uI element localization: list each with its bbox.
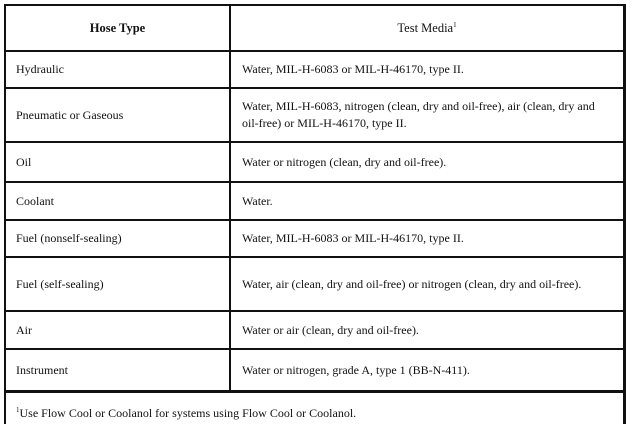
test-media-cell: Water, MIL-H-6083 or MIL-H-46170, type II. [230, 51, 623, 88]
table-row [6, 88, 623, 142]
test-media-cell: Water. [230, 182, 623, 220]
test-media-cell: Water, MIL-H-6083 or MIL-H-46170, type II. [230, 220, 623, 257]
table-row [6, 220, 623, 257]
test-media-table-sheet [4, 4, 626, 424]
test-media-cell: Water, air (clean, dry and oil-free) or nitrogen (clean, dry and oil-free). [230, 257, 623, 311]
hose-type-cell: Fuel (self-sealing) [6, 257, 230, 311]
header-footnote-mark: 1 [453, 20, 457, 29]
test-media-cell: Water, MIL-H-6083, nitrogen (clean, dry and oil-free), air (clean, dry and oil-free) or MIL-H-46170, type II. [230, 88, 623, 142]
table-header-row [6, 6, 623, 51]
table-row [6, 51, 623, 88]
table-row [6, 349, 623, 392]
header-test-media: Test Media$^1$ [230, 6, 623, 51]
hose-type-cell: Oil [6, 142, 230, 182]
hose-type-cell: Fuel (nonself-sealing) [6, 220, 230, 257]
hose-test-media-table [6, 6, 623, 393]
footnote-text: Use Flow Cool or Coolanol for systems using Flow Cool or Coolanol. [19, 406, 357, 420]
hose-type-cell: Instrument [6, 349, 230, 392]
header-hose-type: Hose Type [6, 6, 230, 51]
test-media-cell: Water or air (clean, dry and oil-free). [230, 311, 623, 349]
test-media-cell: Water or nitrogen (clean, dry and oil-free). [230, 142, 623, 182]
hose-type-cell: Coolant [6, 182, 230, 220]
table-row [6, 257, 623, 311]
table-footnote [6, 393, 623, 421]
test-media-cell: Water or nitrogen, grade A, type 1 (BB-N-411). [230, 349, 623, 392]
footnote-mark: 1 [16, 406, 20, 414]
hose-type-cell: Hydraulic [6, 51, 230, 88]
table-row [6, 142, 623, 182]
table-row [6, 311, 623, 349]
hose-type-cell: Air [6, 311, 230, 349]
table-row [6, 182, 623, 220]
hose-type-cell: Pneumatic or Gaseous [6, 88, 230, 142]
